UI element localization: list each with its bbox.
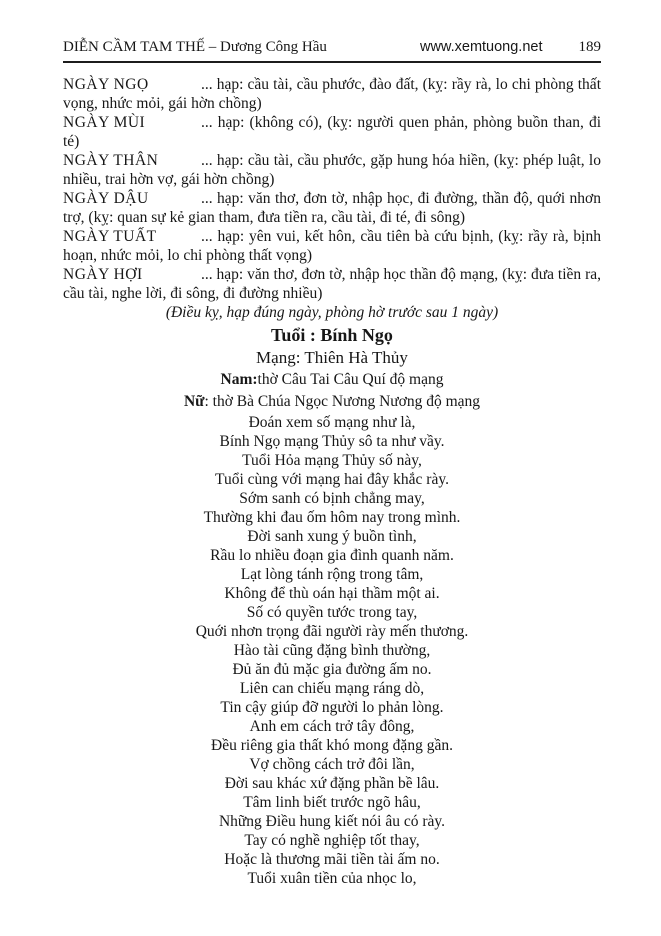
poem-line: Đoán xem số mạng như là, bbox=[248, 414, 416, 431]
day-label: NGÀY NGỌ bbox=[63, 76, 149, 93]
day-entry bbox=[63, 75, 601, 113]
poem-line: Liên can chiếu mạng ráng dò, bbox=[239, 680, 425, 697]
poem-line: Lạt lòng tánh rộng trong tâm, bbox=[240, 566, 424, 583]
day-entry bbox=[63, 113, 601, 151]
female-worship-line bbox=[63, 391, 601, 413]
poem-line: Tin cậy giúp đỡ người lo phản lòng. bbox=[220, 699, 444, 716]
day-text: ... hạp: văn thơ, đơn tờ, nhập học thần độ mạng, (kỵ: đưa tiền ra, cầu tài, nghe lời, đi sông, đi đường nhiều) bbox=[63, 266, 601, 302]
poem-line: Tâm linh biết trước ngõ hâu, bbox=[243, 794, 421, 811]
timing-note: (Điều kỵ, hạp đúng ngày, phòng hờ trước sau 1 ngày) bbox=[165, 304, 499, 321]
poem-line: Tay có nghề nghiệp tốt thay, bbox=[244, 832, 420, 849]
male-worship-line bbox=[63, 369, 601, 391]
poem-line: Không để thù oán hại thầm một ai. bbox=[224, 585, 440, 602]
male-text: thờ Câu Tai Câu Quí độ mạng bbox=[257, 371, 444, 388]
day-text: ... hạp: cầu tài, cầu phước, đào đất, (kỵ: rầy rà, lo chi phòng thất vọng, nhức mỏi, gái hờn chồng) bbox=[63, 76, 601, 112]
day-entry bbox=[63, 227, 601, 265]
poem-line: Đều riêng gia thất khó mong đặng gần. bbox=[211, 737, 453, 754]
day-entry bbox=[63, 189, 601, 227]
page-number: 189 bbox=[578, 39, 601, 55]
day-label: NGÀY THÂN bbox=[63, 152, 159, 169]
male-label: Nam: bbox=[220, 371, 258, 388]
day-text: ... hạp: cầu tài, cầu phước, gặp hung hóa hiền, (kỵ: phép luật, lo nhiều, trai hờn vợ, gái hờn chồng) bbox=[63, 152, 601, 188]
day-entry bbox=[63, 151, 601, 189]
poem-line: Đủ ăn đủ mặc gia đường ấm no. bbox=[232, 661, 432, 678]
day-text: ... hạp: (không có), (kỵ: người quen phản, phòng buồn than, đi té) bbox=[63, 114, 601, 150]
page-header bbox=[63, 38, 601, 63]
poem-line: Quới nhơn trọng đãi người rày mến thương. bbox=[195, 623, 469, 640]
day-entry bbox=[63, 265, 601, 303]
header-right bbox=[420, 38, 601, 56]
female-label: Nữ bbox=[183, 393, 205, 410]
poem-line: Tuổi xuân tiền của nhọc lo, bbox=[247, 870, 417, 887]
poem-line: Sớm sanh có bịnh chẳng may, bbox=[239, 490, 425, 507]
destiny-line: Mạng: Thiên Hà Thủy bbox=[256, 348, 408, 367]
day-text: ... hạp: văn thơ, đơn tờ, nhập học, đi đường, thần độ, quới nhơn trợ, (kỵ: quan sự kẻ gian tham, đưa tiền ra, cầu tài, đi té, đi sông) bbox=[63, 190, 601, 226]
poem-line: Anh em cách trở tây đông, bbox=[249, 718, 415, 735]
poem-line: Vợ chồng cách trở đôi lần, bbox=[249, 756, 415, 773]
website-url: www.xemtuong.net bbox=[419, 39, 543, 55]
page-body bbox=[63, 75, 601, 888]
day-entries bbox=[63, 75, 601, 303]
poem-line: Đời sanh xung ý buồn tình, bbox=[247, 528, 417, 545]
day-label: NGÀY TUẤT bbox=[63, 228, 157, 245]
poem-line: Thường khi đau ốm hôm nay trong mình. bbox=[203, 509, 461, 526]
poem-line: Số có quyền tước trong tay, bbox=[246, 604, 418, 621]
book-title: DIỄN CẦM TAM THẾ – Dương Công Hầu bbox=[63, 39, 327, 55]
fortune-poem bbox=[63, 413, 601, 888]
female-text: : thờ Bà Chúa Ngọc Nương Nương độ mạng bbox=[204, 393, 481, 410]
poem-line: Tuổi cùng với mạng hai đây khắc rày. bbox=[215, 471, 449, 488]
poem-line: Bính Ngọ mạng Thủy sô ta như vầy. bbox=[219, 433, 445, 450]
day-label: NGÀY MÙI bbox=[63, 114, 146, 131]
poem-line: Rầu lo nhiều đoạn gia đình quanh năm. bbox=[210, 547, 454, 564]
poem-line: Tuổi Hỏa mạng Thủy số này, bbox=[242, 452, 422, 469]
age-title: Tuổi : Bính Ngọ bbox=[271, 325, 393, 345]
day-text: ... hạp: yên vui, kết hôn, cầu tiên bà cứu bịnh, (kỵ: rầy rà, bịnh hoạn, nhức mỏi, lo chi phòng thất vọng) bbox=[63, 228, 601, 264]
poem-line: Những Điều hung kiết nói âu có rày. bbox=[218, 813, 446, 830]
poem-line: Hào tài cũng đặng bình thường, bbox=[233, 642, 431, 659]
poem-line: Hoặc là thương mãi tiền tài ấm no. bbox=[224, 851, 440, 868]
poem-line: Đời sau khác xứ đặng phần bề lâu. bbox=[224, 775, 440, 792]
day-label: NGÀY DẬU bbox=[63, 190, 149, 207]
day-label: NGÀY HỢI bbox=[63, 266, 143, 283]
